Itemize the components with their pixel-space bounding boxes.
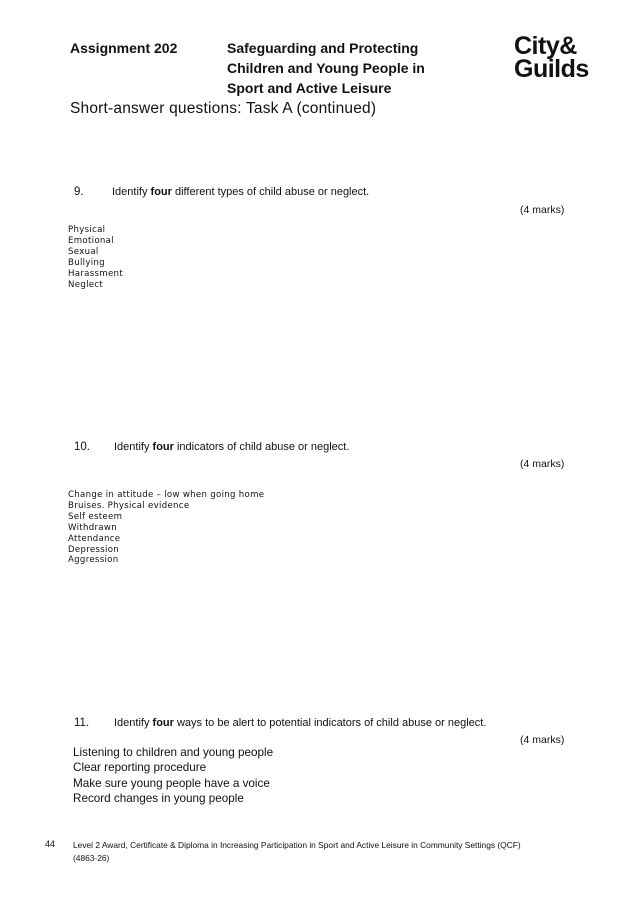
answer-item: Aggression bbox=[68, 555, 119, 566]
city-and-guilds-logo bbox=[514, 32, 589, 83]
answer-item: Sexual bbox=[68, 246, 99, 257]
question-9-text bbox=[112, 186, 369, 198]
question-11-marks: (4 marks) bbox=[520, 734, 565, 746]
answer-item: Emotional bbox=[68, 235, 114, 246]
question-9-marks: (4 marks) bbox=[520, 204, 565, 216]
assignment-title-line-3: Sport and Active Leisure bbox=[227, 80, 392, 96]
answer-item: Physical bbox=[68, 225, 106, 235]
question-9-number: 9. bbox=[74, 186, 84, 198]
answer-item: Bruises. Physical evidence bbox=[68, 500, 190, 511]
assignment-title-line-2: Children and Young People in bbox=[227, 60, 425, 76]
question-9-answers bbox=[68, 225, 123, 290]
question-10-text-before: Identify bbox=[114, 441, 153, 453]
question-11-number: 11. bbox=[74, 717, 90, 729]
answer-item: Change in attitude – low when going home bbox=[68, 490, 265, 500]
question-11-text bbox=[114, 717, 486, 729]
question-11-text-before: Identify bbox=[114, 717, 153, 729]
question-10-emphasis: four bbox=[152, 441, 174, 453]
answer-item: Record changes in young people bbox=[73, 792, 244, 806]
assignment-title-line-1: Safeguarding and Protecting bbox=[227, 40, 419, 56]
assignment-number: Assignment 202 bbox=[70, 40, 178, 56]
section-subtitle: Short-answer questions: Task A (continued) bbox=[70, 100, 377, 117]
answer-item: Attendance bbox=[68, 533, 121, 544]
question-11-answers bbox=[73, 745, 273, 807]
answer-item: Clear reporting procedure bbox=[73, 761, 207, 775]
footer-line-2: (4863-26) bbox=[73, 853, 110, 863]
question-10-marks: (4 marks) bbox=[520, 458, 565, 470]
answer-item: Self esteem bbox=[68, 511, 123, 522]
answer-item: Make sure young people have a voice bbox=[73, 776, 270, 790]
footer-line-1: Level 2 Award, Certificate & Diploma in Increasing Participation in Sport and Active Leisure in Community Settings (QCF) bbox=[73, 840, 521, 850]
question-9-emphasis: four bbox=[150, 186, 172, 198]
answer-item: Listening to children and young people bbox=[73, 746, 274, 759]
logo-line-1: City& bbox=[514, 32, 577, 60]
answer-item: Harassment bbox=[68, 268, 123, 279]
answer-item: Depression bbox=[68, 544, 120, 555]
answer-item: Bullying bbox=[68, 257, 105, 268]
question-9-text-after: different types of child abuse or neglect. bbox=[171, 186, 370, 198]
question-11-emphasis: four bbox=[152, 717, 174, 729]
question-10-number: 10. bbox=[74, 441, 90, 453]
page-number: 44 bbox=[45, 839, 56, 849]
question-10-answers bbox=[68, 490, 264, 566]
question-9-text-before: Identify bbox=[112, 186, 151, 198]
question-11-text-after: ways to be alert to potential indicators of child abuse or neglect. bbox=[173, 717, 487, 729]
answer-item: Neglect bbox=[68, 279, 104, 290]
question-10-text-after: indicators of child abuse or neglect. bbox=[173, 441, 350, 453]
logo-line-2: Guilds bbox=[514, 55, 589, 83]
answer-item: Withdrawn bbox=[68, 522, 117, 533]
question-10-text bbox=[114, 441, 349, 453]
